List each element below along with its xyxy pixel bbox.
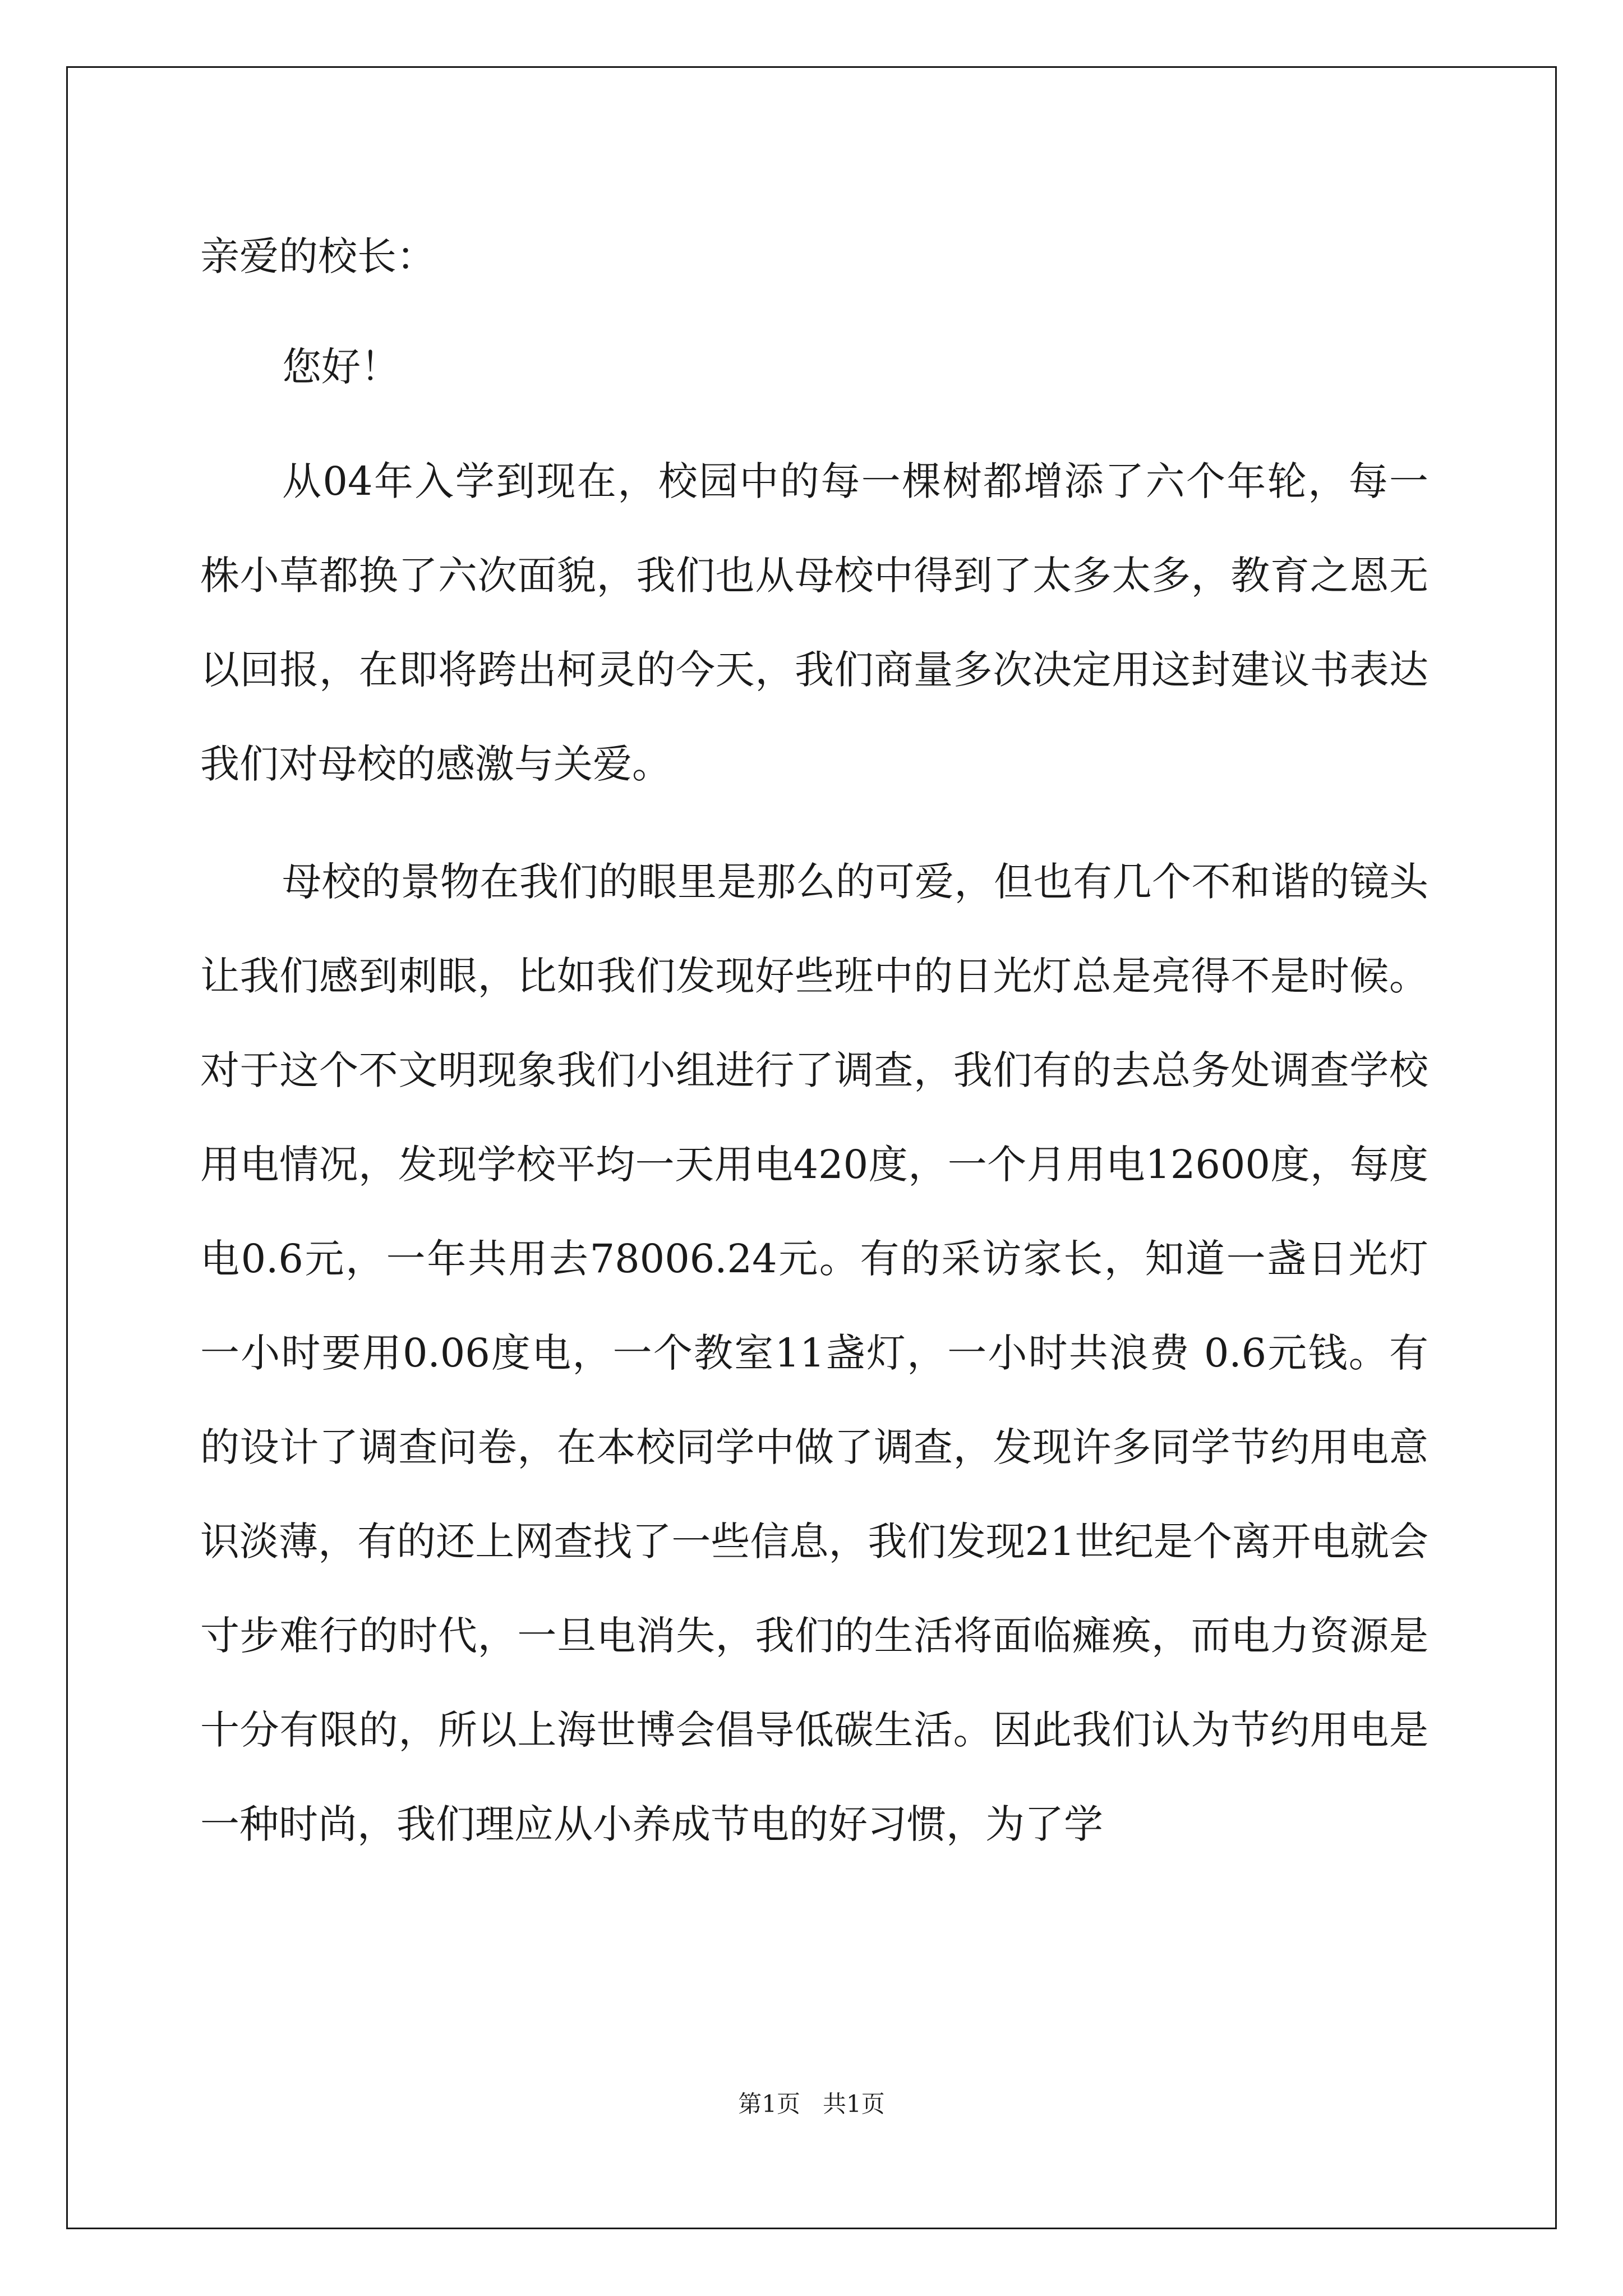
paragraph-intro: 从04年入学到现在，校园中的每一棵树都增添了六个年轮，每一株小草都换了六次面貌，我们也从母校中得到了太多太多，教育之恩无以回报，在即将跨出柯灵的今天，我们商量多次决定用这封建议书表达我们对母校的感激与关爱。 (200, 458, 1428, 787)
page-footer: 第1页 共1页 (738, 2090, 885, 2118)
salutation: 亲爱的校长： (200, 233, 436, 279)
greeting: 您好！ (282, 344, 400, 390)
letter-body (200, 213, 1428, 1871)
paragraph-survey: 母校的景物在我们的眼里是那么的可爱，但也有几个不和谐的镜头让我们感到刺眼，比如我们发现好些班中的日光灯总是亮得不是时候。对于这个不文明现象我们小组进行了调查，我们有的去总务处调查学校用电情况，发现学校平均一天用电420度，一个月用电12600度，每度电0.6元，一年共用去78006.24元。有的采访家长，知道一盏日光灯一小时要用0.06度电，一个教室11盏灯，一小时共浪费 0.6元钱。有的设计了调查问卷，在本校同学中做了调查，发现许多同学节约用电意识淡薄，有的还上网查找了一些信息，我们发现21世纪是个离开电就会寸步难行的时代，一旦电消失，我们的生活将面临瘫痪，而电力资源是十分有限的，所以上海世博会倡导低碳生活。因此我们认为节约用电是一种时尚，我们理应从小养成节电的好习惯，为了学 (200, 859, 1428, 1847)
